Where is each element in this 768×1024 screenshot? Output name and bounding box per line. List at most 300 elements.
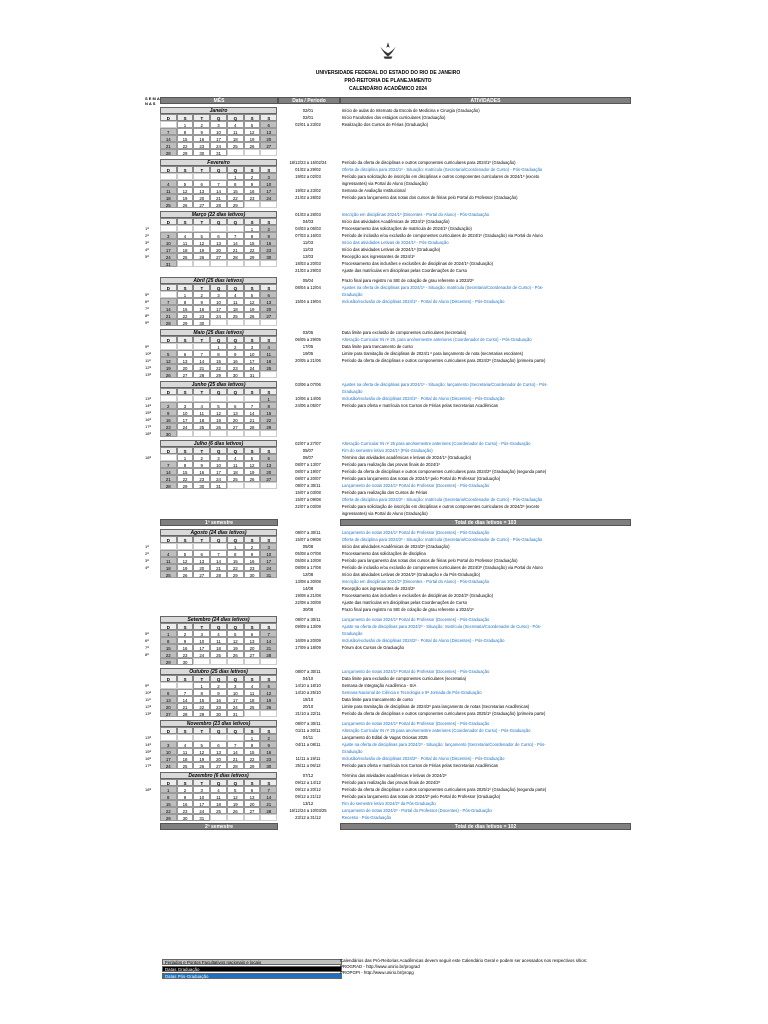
day-cell: 13 — [210, 748, 227, 755]
date-period: 14/10 a 18/10 — [295, 683, 321, 688]
day-cell: 19 — [244, 135, 261, 142]
empty-cell — [260, 658, 277, 665]
day-cell: 29 — [160, 814, 177, 821]
date-period: 11/03 — [302, 247, 314, 252]
day-cell: 22 — [160, 651, 177, 658]
date-period: 02/07 a 27/07 — [295, 441, 321, 446]
date-period: 08/07 a 30/11 — [295, 483, 321, 488]
date-period: 08/07 a 13/07 — [295, 462, 321, 467]
day-cell: 5 — [244, 291, 261, 298]
day-cell: 24 — [210, 142, 227, 149]
empty-cell — [227, 814, 244, 821]
weekday-label: Q — [210, 336, 227, 343]
activity-item: Ajustes na oferta de disciplinas para 2024/1º - Situação: lançamento (Secretaria/Coordenador de Curso) - Pós- — [341, 382, 548, 387]
weekday-label: S — [177, 727, 194, 734]
date-period: 16/12/24 a 10/03/25 — [289, 808, 327, 813]
activity-item: Ajuste das matrículas em disciplinas pelas Coordenações de Curso — [341, 268, 468, 273]
day-cell: 4 — [227, 454, 244, 461]
week-number: 3ª — [145, 240, 149, 245]
day-cell: 21 — [160, 312, 177, 319]
day-cell: 30 — [260, 762, 277, 769]
activity-item: Inclusão/exclusão de disciplinas 2024/1º - Portal do Aluno (Discentes) - Pós-Graduação — [341, 396, 505, 401]
week-number: 10ª — [145, 690, 151, 695]
month-title: Janeiro — [160, 107, 277, 114]
empty-cell — [244, 814, 261, 821]
day-cell: 11 — [177, 239, 194, 246]
day-cell: 12 — [244, 128, 261, 135]
day-cell: 8 — [177, 461, 194, 468]
link-prograd[interactable]: PROGRAD - http://www.unirio.br/prograd — [340, 964, 420, 969]
empty-cell — [160, 173, 177, 180]
activity-item: ingressantes) via Portal do Aluno (Graduação) — [341, 511, 428, 516]
month-calendar — [160, 277, 277, 326]
day-cell: 10 — [244, 350, 261, 357]
weekday-label: S — [260, 727, 277, 734]
day-cell: 30 — [177, 658, 194, 665]
empty-cell — [210, 658, 227, 665]
weekday-label: Q — [227, 336, 244, 343]
weekday-header — [160, 114, 277, 121]
weekday-label: Q — [227, 536, 244, 543]
day-cell: 6 — [160, 689, 177, 696]
day-cell: 24 — [260, 194, 277, 201]
day-cell: 19 — [227, 800, 244, 807]
empty-cell — [193, 395, 210, 402]
empty-cell — [177, 395, 194, 402]
month-block — [145, 329, 631, 378]
day-cell: 19 — [193, 246, 210, 253]
day-cell: 27 — [193, 201, 210, 208]
date-period: 08/07 a 30/11 — [295, 530, 321, 535]
activities-column — [339, 277, 631, 326]
column-headers — [145, 97, 631, 104]
day-cell: 18 — [210, 800, 227, 807]
empty-cell — [160, 291, 177, 298]
empty-cell — [193, 343, 210, 350]
activity-item: Fórum dos Cursos de Graduação — [341, 645, 404, 650]
activity-item: Término das atividades acadêmicas e letivas de 2024/1º (Graduação) — [341, 455, 472, 460]
day-cell: 19 — [244, 468, 261, 475]
day-cell: 20 — [244, 644, 261, 651]
activities-column — [339, 772, 631, 821]
day-cell: 10 — [160, 748, 177, 755]
activity-item: Data limite para trancamento de curso — [341, 344, 413, 349]
second-semester-months — [145, 529, 631, 821]
date-period: 24/06 a 05/07 — [295, 403, 321, 408]
day-cell: 20 — [210, 246, 227, 253]
empty-cell — [210, 395, 227, 402]
legend-grad: Datas Graduação — [162, 966, 342, 972]
weekday-label: S — [260, 447, 277, 454]
day-cell: 31 — [227, 710, 244, 717]
weekday-label: T — [193, 727, 210, 734]
day-cell: 31 — [260, 571, 277, 578]
day-cell: 10 — [160, 239, 177, 246]
activity-item: Início das atividades Acadêmicas de 2024/1º (Graduação) — [341, 219, 450, 224]
date-period: 04/03 a 06/03 — [295, 226, 321, 231]
day-cell: 1 — [227, 173, 244, 180]
day-cell: 5 — [227, 786, 244, 793]
day-grid — [160, 630, 277, 665]
month-block — [145, 159, 631, 208]
week-number: 16ª — [145, 756, 151, 761]
week-number: 4ª — [145, 565, 149, 570]
day-cell: 19 — [227, 644, 244, 651]
day-cell: 4 — [160, 180, 177, 187]
day-cell: 12 — [193, 748, 210, 755]
day-cell: 14 — [160, 135, 177, 142]
empty-cell — [260, 814, 277, 821]
day-cell: 29 — [260, 423, 277, 430]
empty-cell — [210, 734, 227, 741]
date-period: 08/04 a 12/04 — [295, 285, 321, 290]
day-cell: 3 — [210, 121, 227, 128]
weekday-label: S — [177, 284, 194, 291]
empty-cell — [260, 430, 277, 437]
day-cell: 3 — [210, 454, 227, 461]
date-period — [277, 630, 339, 637]
activity-item: Lançamento de notas 2024/1º Portal do Professor (Docentes) - Pós-Graduação — [341, 669, 490, 674]
weekday-label: S — [244, 336, 261, 343]
month-calendar — [160, 440, 277, 517]
date-period: 21/10 a 22/11 — [295, 711, 321, 716]
activity-item: Período para realização das provas finais de 2024/1º — [341, 462, 441, 467]
weekday-label: T — [193, 388, 210, 395]
week-number: 1ª — [145, 544, 149, 549]
day-cell: 6 — [227, 402, 244, 409]
day-cell: 17 — [260, 557, 277, 564]
date-column — [277, 529, 339, 613]
day-cell: 5 — [193, 741, 210, 748]
activities-column — [339, 440, 631, 517]
day-cell: 22 — [177, 142, 194, 149]
date-period — [277, 291, 339, 298]
weekday-label: Q — [210, 284, 227, 291]
day-cell: 25 — [227, 475, 244, 482]
weekday-header — [160, 447, 277, 454]
weekday-label: T — [193, 114, 210, 121]
date-period: 30/08 — [302, 607, 314, 612]
weekday-label: Q — [227, 779, 244, 786]
day-cell: 30 — [193, 149, 210, 156]
activity-item: Período para lançamento das notas de 2024/2º pelo Portal do Professor (Graduação) — [341, 794, 501, 799]
month-title: Outubro (25 dias letivos) — [160, 668, 277, 675]
day-cell: 9 — [210, 689, 227, 696]
day-cell: 4 — [210, 786, 227, 793]
day-cell: 8 — [227, 550, 244, 557]
empty-cell — [160, 454, 177, 461]
day-cell: 22 — [160, 807, 177, 814]
day-cell: 9 — [177, 637, 194, 644]
day-cell: 28 — [260, 651, 277, 658]
week-numbers — [145, 720, 160, 769]
empty-cell — [227, 149, 244, 156]
day-cell: 10 — [227, 689, 244, 696]
day-cell: 5 — [227, 630, 244, 637]
empty-cell — [244, 149, 261, 156]
weekday-label: S — [260, 623, 277, 630]
date-period — [277, 180, 339, 187]
week-number: 6ª — [145, 299, 149, 304]
link-propgpi[interactable]: PROPGPI - http://www.unirio.br/propg — [340, 970, 414, 975]
col-atividades: ATIVIDADES — [340, 97, 631, 104]
weekday-label: Q — [227, 727, 244, 734]
day-cell: 28 — [210, 201, 227, 208]
col-semanas: S E M A N A S — [145, 95, 160, 106]
legend-note — [340, 958, 630, 976]
day-cell: 16 — [193, 468, 210, 475]
activity-item: Inclusão/exclusão de disciplinas 2024/1º - Portal do Aluno (Discentes) - Pós-Graduação — [341, 299, 505, 304]
empty-cell — [193, 225, 210, 232]
week-number: 16ª — [145, 417, 151, 422]
date-period: 04/11 — [302, 735, 314, 740]
day-cell: 23 — [244, 194, 261, 201]
empty-cell — [177, 543, 194, 550]
activity-item: Recepção aos ingressantes de 2024/2º — [341, 586, 415, 591]
day-cell: 27 — [244, 651, 261, 658]
activity-item: Fim do semestre letivo 2024/2º da Pós-Graduação — [341, 801, 436, 806]
day-cell: 23 — [210, 703, 227, 710]
weekday-label: D — [160, 623, 177, 630]
empty-cell — [193, 430, 210, 437]
day-cell: 2 — [244, 173, 261, 180]
month-block — [145, 277, 631, 326]
day-grid — [160, 734, 277, 769]
weekday-label: S — [244, 447, 261, 454]
empty-cell — [193, 173, 210, 180]
day-cell: 5 — [260, 682, 277, 689]
day-cell: 3 — [160, 232, 177, 239]
activity-item: Ajuste na oferta de disciplinas para 2024/2º - Situação: matrícula (Secretaria/Coordenador de Curso) - Pós- — [341, 624, 542, 629]
date-period: 01/11 a 30/11 — [295, 728, 321, 733]
activity-item: Recepção aos ingressantes de 2024/1º — [341, 254, 415, 259]
empty-cell — [177, 682, 194, 689]
week-number: 4ª — [145, 247, 149, 252]
weekday-label: S — [177, 675, 194, 682]
day-cell: 8 — [244, 232, 261, 239]
day-cell: 8 — [160, 793, 177, 800]
day-cell: 17 — [210, 468, 227, 475]
date-period: 02/01 — [302, 115, 314, 120]
day-cell: 4 — [177, 232, 194, 239]
empty-cell — [160, 682, 177, 689]
day-cell: 27 — [177, 371, 194, 378]
day-cell: 4 — [260, 343, 277, 350]
day-cell: 15 — [260, 409, 277, 416]
month-block — [145, 381, 631, 437]
week-number: 7ª — [145, 645, 149, 650]
day-cell: 1 — [160, 786, 177, 793]
date-period: 18/12/23 a 15/02/24 — [289, 160, 327, 165]
day-cell: 14 — [260, 637, 277, 644]
month-title: Agosto (24 dias letivos) — [160, 529, 277, 536]
semester-total: Total de dias letivos = 102 — [340, 823, 631, 830]
day-cell: 2 — [244, 543, 261, 550]
university-name: UNIVERSIDADE FEDERAL DO ESTADO DO RIO DE JANEIRO — [315, 70, 461, 76]
day-cell: 12 — [227, 793, 244, 800]
day-cell: 29 — [177, 319, 194, 326]
day-cell: 7 — [227, 741, 244, 748]
week-number: 2ª — [145, 233, 149, 238]
day-cell: 5 — [244, 121, 261, 128]
activity-item: Período para realização das provas finais de 2024/2º — [341, 780, 441, 785]
day-cell: 26 — [210, 423, 227, 430]
date-period: 23/12 a 31/12 — [295, 815, 321, 820]
day-cell: 29 — [227, 201, 244, 208]
day-cell: 2 — [260, 734, 277, 741]
day-cell: 2 — [193, 454, 210, 461]
day-cell: 29 — [244, 762, 261, 769]
empty-cell — [210, 260, 227, 267]
day-cell: 30 — [177, 814, 194, 821]
day-cell: 22 — [193, 703, 210, 710]
legend-holidays: Feriados e Pontos Facultativos nacionais e locais — [162, 959, 342, 965]
pro-rectorate: PRÓ-REITORIA DE PLANEJAMENTO — [344, 78, 432, 84]
day-cell: 13 — [260, 298, 277, 305]
day-cell: 19 — [193, 755, 210, 762]
day-cell: 22 — [244, 246, 261, 253]
day-cell: 13 — [210, 239, 227, 246]
day-cell: 20 — [193, 564, 210, 571]
day-cell: 23 — [227, 364, 244, 371]
day-cell: 25 — [244, 703, 261, 710]
day-cell: 24 — [193, 651, 210, 658]
day-cell: 16 — [177, 644, 194, 651]
day-cell: 21 — [260, 644, 277, 651]
weekday-header — [160, 166, 277, 173]
date-period: 04/03 — [302, 219, 314, 224]
weekday-header — [160, 284, 277, 291]
weekday-label: T — [193, 336, 210, 343]
day-cell: 20 — [177, 364, 194, 371]
day-cell: 10 — [210, 461, 227, 468]
activity-item: Início de aulas do Internato da Escola de Medicina e Cirurgia (Graduação) — [341, 108, 480, 113]
weekday-label: T — [193, 166, 210, 173]
day-cell: 12 — [260, 689, 277, 696]
weekday-label: Q — [210, 623, 227, 630]
date-period: 17/05 — [302, 344, 314, 349]
day-cell: 21 — [193, 364, 210, 371]
empty-cell — [177, 173, 194, 180]
day-cell: 24 — [193, 807, 210, 814]
day-cell: 15 — [227, 187, 244, 194]
day-cell: 20 — [260, 468, 277, 475]
empty-cell — [160, 734, 177, 741]
date-period: 09/12 a 21/12 — [295, 794, 321, 799]
date-period: 12/03 — [302, 254, 314, 259]
date-period: 16/09 a 20/09 — [295, 638, 321, 643]
weekday-label: S — [260, 336, 277, 343]
day-cell: 25 — [227, 142, 244, 149]
empty-cell — [260, 201, 277, 208]
day-cell: 16 — [210, 696, 227, 703]
day-cell: 2 — [160, 402, 177, 409]
date-period: 20/05 a 21/06 — [295, 358, 321, 363]
day-cell: 3 — [177, 402, 194, 409]
empty-cell — [244, 658, 261, 665]
day-cell: 26 — [177, 571, 194, 578]
empty-cell — [160, 225, 177, 232]
weekday-label: T — [193, 284, 210, 291]
date-column — [277, 720, 339, 769]
day-cell: 22 — [210, 364, 227, 371]
legend — [162, 958, 632, 979]
activity-item: Recesso - Pós-Graduação — [341, 815, 392, 820]
day-cell: 24 — [210, 312, 227, 319]
week-number: 15ª — [145, 749, 151, 754]
day-cell: 27 — [160, 710, 177, 717]
day-cell: 13 — [244, 637, 261, 644]
weekday-label: Q — [227, 114, 244, 121]
date-column — [277, 329, 339, 378]
day-cell: 18 — [210, 644, 227, 651]
weekday-label: Q — [227, 675, 244, 682]
activity-item: Término das atividades acadêmicas e letivas de 2024/2º — [341, 773, 447, 778]
day-cell: 25 — [177, 762, 194, 769]
day-cell: 10 — [177, 409, 194, 416]
date-period: 10/06 a 14/06 — [295, 396, 321, 401]
day-cell: 29 — [177, 149, 194, 156]
activity-item: Graduação — [341, 389, 363, 394]
weekday-label: Q — [210, 779, 227, 786]
day-cell: 12 — [160, 357, 177, 364]
day-cell: 10 — [260, 550, 277, 557]
day-cell: 30 — [210, 710, 227, 717]
day-cell: 26 — [160, 371, 177, 378]
day-cell: 14 — [210, 187, 227, 194]
day-cell: 18 — [177, 246, 194, 253]
day-cell: 23 — [193, 312, 210, 319]
date-period: 05/07 — [302, 448, 314, 453]
day-cell: 28 — [210, 571, 227, 578]
activity-item: Prazo final para registro no SIE de colação de grau referente a 2024/1º — [341, 607, 474, 612]
activity-item: Graduação — [341, 292, 363, 297]
date-period: 03/06 a 07/06 — [295, 382, 321, 387]
day-cell: 21 — [244, 416, 261, 423]
week-numbers — [145, 107, 160, 156]
day-cell: 24 — [227, 703, 244, 710]
day-cell: 23 — [160, 423, 177, 430]
month-title: Setembro (24 dias letivos) — [160, 616, 277, 623]
day-grid — [160, 291, 277, 326]
semester-label: 1º semestre — [160, 519, 278, 526]
day-cell: 11 — [260, 350, 277, 357]
day-cell: 21 — [210, 194, 227, 201]
day-cell: 1 — [177, 454, 194, 461]
day-cell: 2 — [227, 343, 244, 350]
activity-item: Graduação — [341, 631, 363, 636]
date-period: 22/08 a 30/08 — [295, 600, 321, 605]
month-calendar — [160, 159, 277, 208]
activity-item: Ajuste das matrículas em disciplinas pelas Coordenações de Curso — [341, 600, 468, 605]
day-cell: 15 — [177, 305, 194, 312]
day-cell: 27 — [210, 762, 227, 769]
week-number: 17ª — [145, 424, 151, 429]
date-period: 21/03 a 29/03 — [295, 268, 321, 273]
date-period: 09/12 a 14/12 — [295, 780, 321, 785]
day-cell: 14 — [193, 357, 210, 364]
week-number: 5ª — [145, 631, 149, 636]
weekday-label: T — [193, 447, 210, 454]
day-cell: 17 — [260, 187, 277, 194]
empty-cell — [227, 734, 244, 741]
week-number: 18ª — [145, 431, 151, 436]
col-mes: MÊS — [160, 97, 278, 104]
day-cell: 11 — [210, 637, 227, 644]
day-cell: 20 — [260, 135, 277, 142]
day-cell: 3 — [193, 630, 210, 637]
day-cell: 16 — [260, 748, 277, 755]
